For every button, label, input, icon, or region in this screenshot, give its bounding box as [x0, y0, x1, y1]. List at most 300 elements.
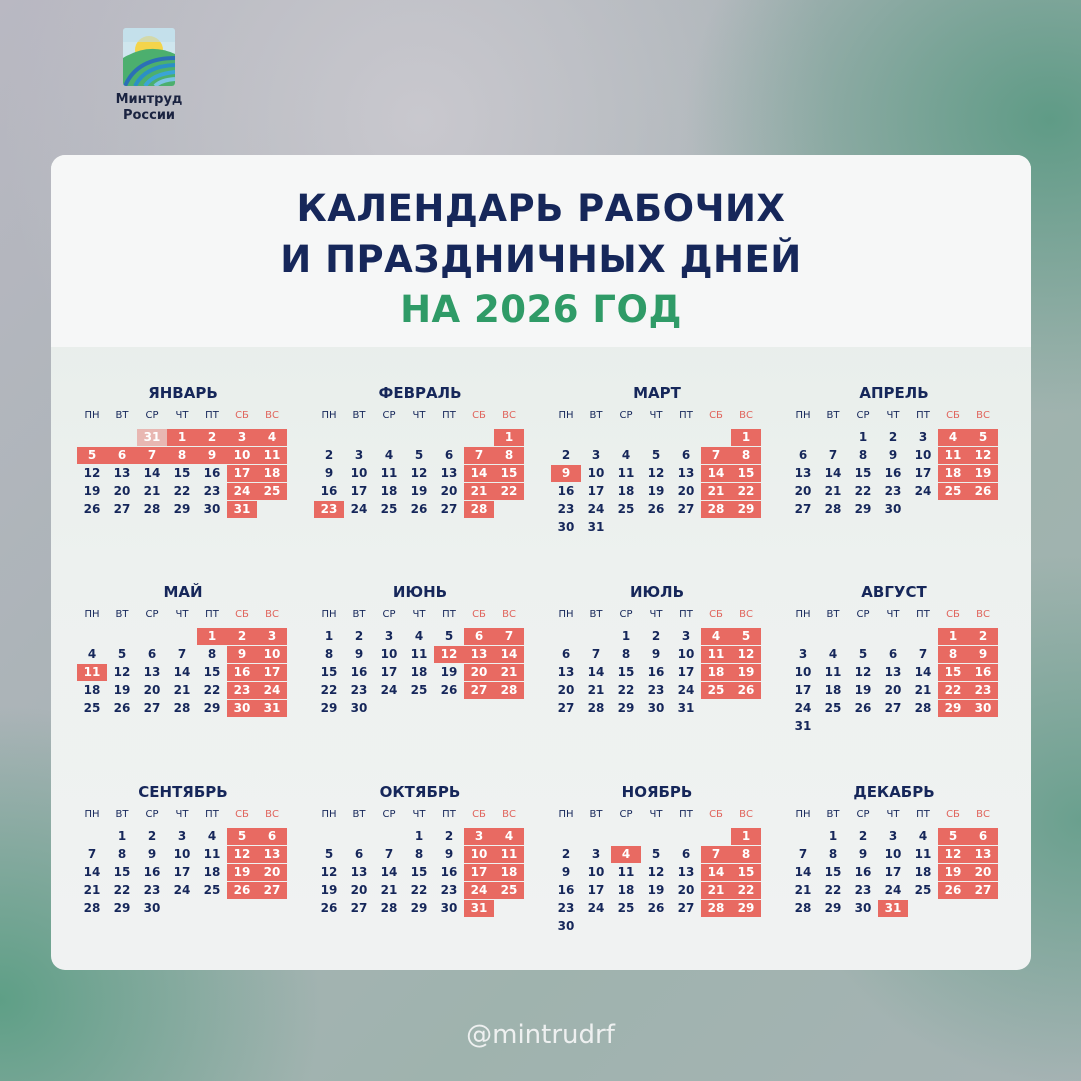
- day-cell: 3: [384, 629, 394, 643]
- day-cell: 3: [591, 847, 601, 861]
- month-name: ЯНВАРЬ: [148, 384, 218, 402]
- holiday-day-cell: 8: [938, 646, 968, 663]
- weekday-label: ВС: [502, 410, 516, 421]
- holiday-day-cell: 27: [464, 682, 494, 699]
- day-cell: 13: [794, 466, 812, 480]
- weekday-label: ЧТ: [175, 609, 189, 620]
- weekday-label: ЧТ: [175, 809, 189, 820]
- day-cell: 17: [914, 466, 932, 480]
- weekday-label: СР: [619, 809, 633, 820]
- day-cell: 28: [83, 901, 101, 915]
- weekday-label: ЧТ: [649, 809, 663, 820]
- holiday-day-cell: 14: [701, 864, 731, 881]
- day-cell: 23: [854, 883, 872, 897]
- day-cell: 13: [440, 466, 458, 480]
- day-cell: 4: [621, 448, 631, 462]
- holiday-day-cell: 15: [938, 664, 968, 681]
- holiday-day-cell: 10: [257, 646, 287, 663]
- calendar-card: [51, 155, 1031, 970]
- day-cell: 6: [888, 647, 898, 661]
- day-cell: 11: [824, 665, 842, 679]
- holiday-day-cell: 24: [227, 483, 257, 500]
- day-cell: 5: [858, 647, 868, 661]
- holiday-day-cell: 31: [878, 900, 908, 917]
- day-cell: 23: [884, 484, 902, 498]
- holiday-day-cell: 28: [464, 501, 494, 518]
- day-cell: 30: [854, 901, 872, 915]
- weekday-label: ЧТ: [412, 410, 426, 421]
- weekday-label: СБ: [472, 410, 486, 421]
- day-cell: 10: [587, 865, 605, 879]
- day-cell: 12: [647, 466, 665, 480]
- day-cell: 25: [380, 502, 398, 516]
- day-cell: 1: [414, 829, 424, 843]
- day-cell: 27: [677, 502, 695, 516]
- day-cell: 22: [113, 883, 131, 897]
- day-cell: 21: [824, 484, 842, 498]
- holiday-day-cell: 27: [257, 882, 287, 899]
- day-cell: 24: [173, 883, 191, 897]
- card-header: [51, 155, 1031, 347]
- day-cell: 12: [83, 466, 101, 480]
- day-cell: 15: [617, 665, 635, 679]
- day-cell: 18: [83, 683, 101, 697]
- day-cell: 22: [410, 883, 428, 897]
- holiday-day-cell: 7: [701, 846, 731, 863]
- day-cell: 11: [617, 466, 635, 480]
- day-cell: 23: [557, 901, 575, 915]
- holiday-day-cell: 30: [227, 700, 257, 717]
- holiday-day-cell: 4: [701, 628, 731, 645]
- holiday-day-cell: 1: [197, 628, 227, 645]
- day-cell: 14: [794, 865, 812, 879]
- day-cell: 18: [617, 484, 635, 498]
- holiday-day-cell: 15: [731, 465, 761, 482]
- weekday-label: ВС: [739, 809, 753, 820]
- holiday-day-cell: 6: [968, 828, 998, 845]
- day-cell: 18: [203, 865, 221, 879]
- day-cell: 5: [414, 448, 424, 462]
- day-cell: 5: [651, 448, 661, 462]
- day-cell: 6: [561, 647, 571, 661]
- day-cell: 28: [824, 502, 842, 516]
- holiday-day-cell: 12: [434, 646, 464, 663]
- day-cell: 21: [83, 883, 101, 897]
- day-cell: 6: [444, 448, 454, 462]
- holiday-day-cell: 1: [731, 429, 761, 446]
- day-cell: 5: [117, 647, 127, 661]
- weekday-label: ПН: [558, 609, 574, 620]
- day-cell: 1: [621, 629, 631, 643]
- holiday-day-cell: 4: [257, 429, 287, 446]
- weekday-label: ПН: [321, 609, 337, 620]
- day-cell: 6: [147, 647, 157, 661]
- day-cell: 8: [117, 847, 127, 861]
- day-cell: 19: [647, 484, 665, 498]
- month-name: МАЙ: [163, 583, 203, 601]
- weekday-label: ПН: [84, 809, 100, 820]
- title-line-1: КАЛЕНДАРЬ РАБОЧИХ: [296, 187, 786, 230]
- day-cell: 19: [83, 484, 101, 498]
- holiday-day-cell: 5: [227, 828, 257, 845]
- holiday-day-cell: 12: [938, 846, 968, 863]
- holiday-day-cell: 21: [701, 483, 731, 500]
- holiday-day-cell: 13: [257, 846, 287, 863]
- day-cell: 22: [824, 883, 842, 897]
- weekday-label: ЧТ: [412, 809, 426, 820]
- month-name: АПРЕЛЬ: [859, 384, 929, 402]
- holiday-day-cell: 12: [227, 846, 257, 863]
- weekday-label: ВТ: [352, 410, 366, 421]
- holiday-day-cell: 15: [731, 864, 761, 881]
- holiday-day-cell: 22: [938, 682, 968, 699]
- day-cell: 2: [147, 829, 157, 843]
- day-cell: 27: [143, 701, 161, 715]
- holiday-day-cell: 2: [227, 628, 257, 645]
- day-cell: 21: [380, 883, 398, 897]
- weekday-label: ЧТ: [886, 809, 900, 820]
- day-cell: 19: [440, 665, 458, 679]
- day-cell: 30: [440, 901, 458, 915]
- day-cell: 16: [884, 466, 902, 480]
- holiday-day-cell: 25: [701, 682, 731, 699]
- holiday-day-cell: 18: [257, 465, 287, 482]
- day-cell: 11: [914, 847, 932, 861]
- weekday-label: ВС: [265, 809, 279, 820]
- day-cell: 15: [173, 466, 191, 480]
- weekday-label: ПН: [795, 410, 811, 421]
- holiday-day-cell: 4: [938, 429, 968, 446]
- weekday-label: СБ: [472, 809, 486, 820]
- day-cell: 10: [350, 466, 368, 480]
- holiday-day-cell: 9: [227, 646, 257, 663]
- holiday-day-cell: 18: [701, 664, 731, 681]
- day-cell: 16: [647, 665, 665, 679]
- day-cell: 20: [143, 683, 161, 697]
- holiday-day-cell: 13: [968, 846, 998, 863]
- day-cell: 17: [587, 484, 605, 498]
- weekday-label: СР: [856, 809, 870, 820]
- day-cell: 19: [410, 484, 428, 498]
- day-cell: 7: [177, 647, 187, 661]
- holiday-day-cell: 11: [938, 447, 968, 464]
- day-cell: 16: [557, 883, 575, 897]
- day-cell: 9: [444, 847, 454, 861]
- day-cell: 17: [380, 665, 398, 679]
- day-cell: 29: [173, 502, 191, 516]
- day-cell: 10: [173, 847, 191, 861]
- weekday-label: ПТ: [205, 609, 219, 620]
- day-cell: 14: [143, 466, 161, 480]
- day-cell: 13: [143, 665, 161, 679]
- month-name: СЕНТЯБРЬ: [138, 783, 228, 801]
- day-cell: 22: [320, 683, 338, 697]
- day-cell: 2: [324, 448, 334, 462]
- holiday-day-cell: 16: [968, 664, 998, 681]
- day-cell: 3: [591, 448, 601, 462]
- day-cell: 26: [647, 901, 665, 915]
- day-cell: 6: [681, 847, 691, 861]
- holiday-day-cell: 8: [167, 447, 197, 464]
- weekday-label: ПТ: [205, 809, 219, 820]
- month-name: ИЮЛЬ: [629, 583, 685, 601]
- day-cell: 24: [914, 484, 932, 498]
- weekday-label: ВТ: [115, 809, 129, 820]
- holiday-day-cell: 7: [137, 447, 167, 464]
- weekday-label: ПТ: [916, 809, 930, 820]
- holiday-day-cell: 28: [701, 501, 731, 518]
- day-cell: 2: [858, 829, 868, 843]
- day-cell: 5: [324, 847, 334, 861]
- weekday-label: СР: [145, 809, 159, 820]
- weekday-label: СР: [619, 410, 633, 421]
- day-cell: 7: [384, 847, 394, 861]
- holiday-day-cell: 5: [77, 447, 107, 464]
- day-cell: 12: [410, 466, 428, 480]
- day-cell: 18: [617, 883, 635, 897]
- day-cell: 16: [203, 466, 221, 480]
- weekday-label: ВТ: [826, 809, 840, 820]
- day-cell: 29: [203, 701, 221, 715]
- day-cell: 30: [557, 919, 575, 933]
- day-cell: 1: [858, 430, 868, 444]
- day-cell: 28: [914, 701, 932, 715]
- weekday-label: ПТ: [679, 809, 693, 820]
- day-cell: 27: [557, 701, 575, 715]
- weekday-label: ВС: [976, 809, 990, 820]
- day-cell: 18: [914, 865, 932, 879]
- day-cell: 26: [854, 701, 872, 715]
- holiday-day-cell: 1: [167, 429, 197, 446]
- day-cell: 26: [647, 502, 665, 516]
- day-cell: 24: [587, 502, 605, 516]
- day-cell: 9: [888, 448, 898, 462]
- holiday-day-cell: 21: [701, 882, 731, 899]
- day-cell: 30: [203, 502, 221, 516]
- day-cell: 4: [384, 448, 394, 462]
- holiday-day-cell: 19: [731, 664, 761, 681]
- weekday-label: СР: [382, 609, 396, 620]
- holiday-day-cell: 6: [464, 628, 494, 645]
- weekday-label: ЧТ: [412, 609, 426, 620]
- day-cell: 29: [854, 502, 872, 516]
- day-cell: 21: [143, 484, 161, 498]
- day-cell: 19: [320, 883, 338, 897]
- day-cell: 28: [143, 502, 161, 516]
- day-cell: 20: [440, 484, 458, 498]
- holiday-day-cell: 1: [938, 628, 968, 645]
- holiday-day-cell: 12: [731, 646, 761, 663]
- day-cell: 13: [557, 665, 575, 679]
- holiday-day-cell: 20: [257, 864, 287, 881]
- day-cell: 23: [557, 502, 575, 516]
- day-cell: 7: [918, 647, 928, 661]
- day-cell: 19: [854, 683, 872, 697]
- day-cell: 8: [414, 847, 424, 861]
- holiday-day-cell: 14: [494, 646, 524, 663]
- holiday-day-cell: 30: [968, 700, 998, 717]
- holiday-day-cell: 23: [314, 501, 344, 518]
- day-cell: 16: [440, 865, 458, 879]
- day-cell: 2: [444, 829, 454, 843]
- prev-month-day-cell: 31: [137, 429, 167, 446]
- day-cell: 13: [677, 865, 695, 879]
- holiday-day-cell: 3: [464, 828, 494, 845]
- day-cell: 30: [350, 701, 368, 715]
- day-cell: 23: [350, 683, 368, 697]
- holiday-day-cell: 17: [257, 664, 287, 681]
- day-cell: 24: [884, 883, 902, 897]
- holiday-day-cell: 23: [968, 682, 998, 699]
- weekday-label: ПТ: [679, 609, 693, 620]
- day-cell: 31: [587, 520, 605, 534]
- weekday-label: СБ: [235, 609, 249, 620]
- day-cell: 15: [854, 466, 872, 480]
- holiday-day-cell: 12: [968, 447, 998, 464]
- day-cell: 8: [858, 448, 868, 462]
- mintrud-emblem-icon: [123, 28, 175, 86]
- weekday-label: ВС: [265, 410, 279, 421]
- day-cell: 20: [677, 484, 695, 498]
- weekday-label: ПТ: [916, 609, 930, 620]
- day-cell: 20: [557, 683, 575, 697]
- weekday-label: СБ: [709, 609, 723, 620]
- day-cell: 14: [587, 665, 605, 679]
- day-cell: 16: [320, 484, 338, 498]
- month-name: ОКТЯБРЬ: [379, 783, 461, 801]
- weekday-label: ПН: [321, 809, 337, 820]
- holiday-day-cell: 19: [227, 864, 257, 881]
- day-cell: 31: [794, 719, 812, 733]
- day-cell: 17: [677, 665, 695, 679]
- holiday-day-cell: 17: [464, 864, 494, 881]
- holiday-day-cell: 28: [701, 900, 731, 917]
- weekday-label: СБ: [946, 809, 960, 820]
- day-cell: 3: [354, 448, 364, 462]
- weekday-label: ВТ: [352, 809, 366, 820]
- day-cell: 10: [914, 448, 932, 462]
- holiday-day-cell: 28: [494, 682, 524, 699]
- day-cell: 12: [647, 865, 665, 879]
- day-cell: 17: [350, 484, 368, 498]
- holiday-day-cell: 7: [701, 447, 731, 464]
- day-cell: 11: [203, 847, 221, 861]
- day-cell: 25: [203, 883, 221, 897]
- day-cell: 24: [794, 701, 812, 715]
- weekday-label: СБ: [709, 809, 723, 820]
- holiday-day-cell: 4: [494, 828, 524, 845]
- day-cell: 22: [203, 683, 221, 697]
- weekday-label: СР: [382, 809, 396, 820]
- day-cell: 11: [380, 466, 398, 480]
- day-cell: 1: [117, 829, 127, 843]
- day-cell: 19: [113, 683, 131, 697]
- day-cell: 21: [794, 883, 812, 897]
- weekday-label: ПТ: [679, 410, 693, 421]
- day-cell: 10: [794, 665, 812, 679]
- weekday-label: СБ: [709, 410, 723, 421]
- holiday-day-cell: 24: [464, 882, 494, 899]
- day-cell: 27: [440, 502, 458, 516]
- day-cell: 27: [113, 502, 131, 516]
- day-cell: 29: [113, 901, 131, 915]
- weekday-label: СР: [856, 609, 870, 620]
- day-cell: 9: [147, 847, 157, 861]
- day-cell: 13: [884, 665, 902, 679]
- holiday-day-cell: 19: [938, 864, 968, 881]
- day-cell: 27: [794, 502, 812, 516]
- holiday-day-cell: 3: [227, 429, 257, 446]
- day-cell: 4: [918, 829, 928, 843]
- day-cell: 4: [828, 647, 838, 661]
- day-cell: 15: [320, 665, 338, 679]
- holiday-day-cell: 5: [731, 628, 761, 645]
- day-cell: 4: [414, 629, 424, 643]
- holiday-day-cell: 8: [494, 447, 524, 464]
- day-cell: 15: [824, 865, 842, 879]
- holiday-day-cell: 8: [731, 447, 761, 464]
- day-cell: 17: [794, 683, 812, 697]
- weekday-label: ПН: [795, 609, 811, 620]
- day-cell: 30: [647, 701, 665, 715]
- holiday-day-cell: 11: [257, 447, 287, 464]
- holiday-day-cell: 7: [464, 447, 494, 464]
- holiday-day-cell: 31: [257, 700, 287, 717]
- holiday-day-cell: 21: [494, 664, 524, 681]
- day-cell: 24: [677, 683, 695, 697]
- holiday-day-cell: 14: [464, 465, 494, 482]
- weekday-label: ВТ: [352, 609, 366, 620]
- weekday-label: ПТ: [916, 410, 930, 421]
- day-cell: 20: [884, 683, 902, 697]
- day-cell: 23: [203, 484, 221, 498]
- day-cell: 9: [561, 865, 571, 879]
- weekday-label: ВС: [502, 809, 516, 820]
- month-name: ФЕВРАЛЬ: [378, 384, 462, 402]
- day-cell: 25: [410, 683, 428, 697]
- day-cell: 16: [350, 665, 368, 679]
- day-cell: 9: [858, 847, 868, 861]
- holiday-day-cell: 25: [938, 483, 968, 500]
- day-cell: 16: [143, 865, 161, 879]
- weekday-label: ЧТ: [175, 410, 189, 421]
- day-cell: 12: [113, 665, 131, 679]
- weekday-label: СР: [145, 609, 159, 620]
- holiday-day-cell: 31: [227, 501, 257, 518]
- title-line-2: И ПРАЗДНИЧНЫХ ДНЕЙ: [280, 238, 802, 281]
- day-cell: 25: [824, 701, 842, 715]
- day-cell: 10: [380, 647, 398, 661]
- holiday-day-cell: 2: [968, 628, 998, 645]
- weekday-label: ПТ: [205, 410, 219, 421]
- holiday-day-cell: 20: [464, 664, 494, 681]
- weekday-label: ЧТ: [886, 609, 900, 620]
- holiday-day-cell: 18: [938, 465, 968, 482]
- day-cell: 2: [888, 430, 898, 444]
- day-cell: 22: [617, 683, 635, 697]
- holiday-day-cell: 14: [701, 465, 731, 482]
- day-cell: 14: [380, 865, 398, 879]
- weekday-label: СР: [856, 410, 870, 421]
- day-cell: 8: [207, 647, 217, 661]
- weekday-label: ВТ: [826, 410, 840, 421]
- holiday-day-cell: 5: [938, 828, 968, 845]
- day-cell: 14: [824, 466, 842, 480]
- weekday-label: ВТ: [589, 410, 603, 421]
- weekday-label: ВС: [739, 609, 753, 620]
- holiday-day-cell: 22: [731, 882, 761, 899]
- holiday-day-cell: 3: [257, 628, 287, 645]
